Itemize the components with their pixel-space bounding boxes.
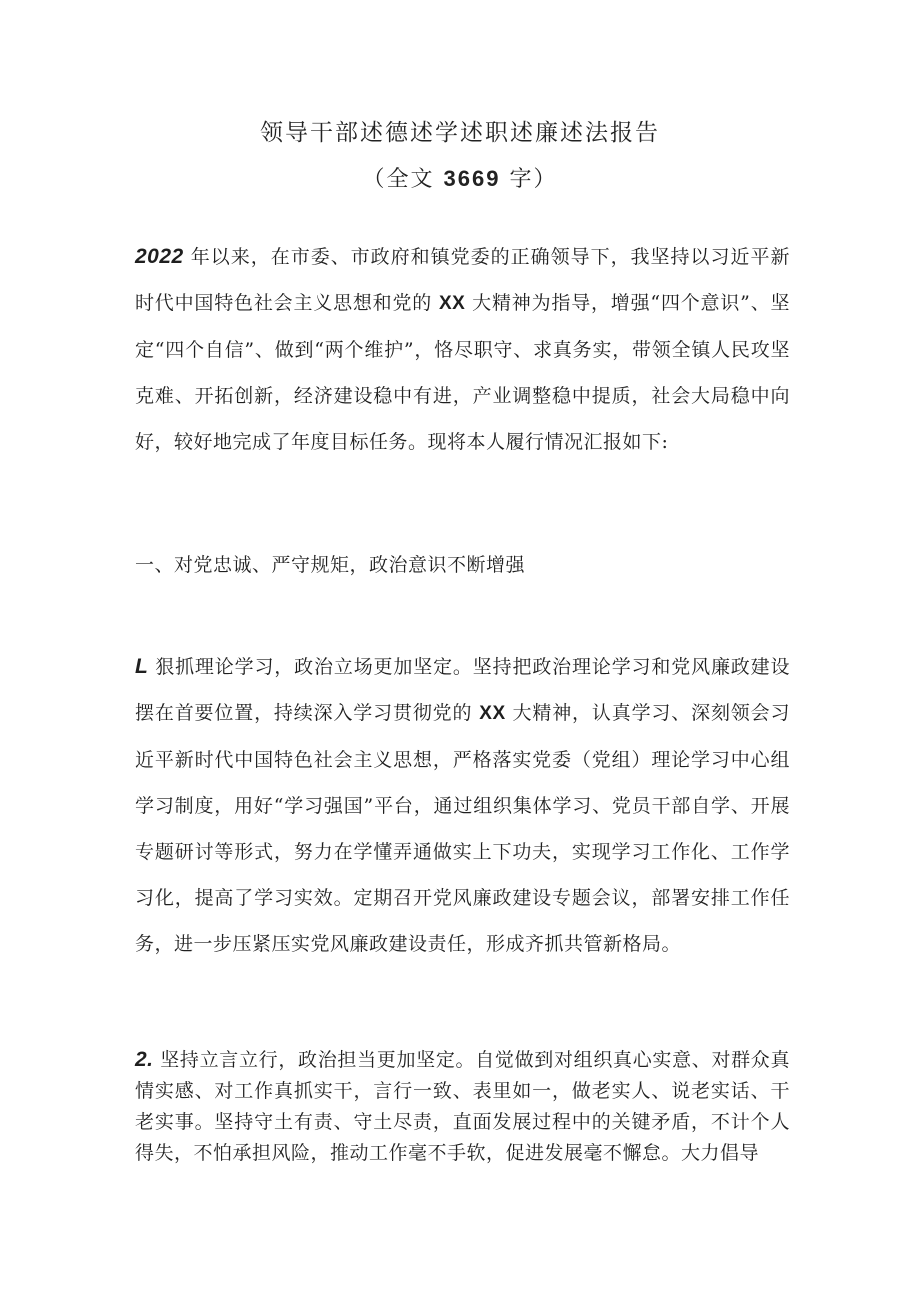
intro-paragraph — [135, 234, 790, 465]
item-2-paragraph — [135, 1044, 790, 1169]
item-1-text-1: 狠抓理论学习，政治立场更加坚定。坚持把政治理论学习和党风廉政建设摆在首要位置，持续深入学习贯彻党的 — [135, 656, 790, 724]
item-1-text-2: 大精神，认真学习、深刻领会习近平新时代中国特色社会主义思想，严格落实党委（党组）理论学习中心组学习制度，用好“学习强国”平台，通过组织集体学习、党员干部自学、开展专题研讨等形式，努力在学懂弄通做实上下功夫，实现学习工作化、工作学习化，提高了学习实效。定期召开党风廉政建设专题会议，部署安排工作任务，进一步压紧压实党风廉政建设责任，形成齐抓共管新格局。 — [135, 702, 790, 955]
intro-text-2: 大精神为指导，增强“四个意识”、坚定“四个自信”、做到“两个维护”，恪尽职守、求真务实，带领全镇人民攻坚克难、开拓创新，经济建设稳中有进，产业调整稳中提质，社会大局稳中向好，较好地完成了年度目标任务。现将本人履行情况汇报如下: — [135, 292, 790, 453]
item-1-paragraph — [135, 644, 790, 967]
intro-year: 2022 — [135, 245, 184, 268]
intro-text-1: 年以来，在市委、市政府和镇党委的正确领导下，我坚持以习近平新时代中国特色社会主义思想和党的 — [135, 246, 790, 314]
section-1-heading: 一、对党忠诚、严守规矩，政治意识不断增强 — [135, 554, 526, 576]
subtitle-prefix: （全文 — [362, 167, 444, 192]
subtitle-suffix: 字） — [500, 167, 558, 192]
item-2-number: 2. — [135, 1048, 154, 1071]
document-subtitle — [0, 162, 920, 193]
subtitle-word-count: 3669 — [443, 166, 501, 191]
item-2-text: 坚持立言立行，政治担当更加坚定。自觉做到对组织真心实意、对群众真情实感、对工作真抓实干，言行一致、表里如一，做老实人、说老实话、干老实事。坚持守土有责、守土尽责，直面发展过程中的关键矛盾，不计个人得失，不怕承担风险，推动工作毫不手软，促进发展毫不懈怠。大力倡导 — [135, 1049, 790, 1164]
item-1-xx: XX — [479, 703, 506, 724]
item-1-number: L — [135, 655, 149, 678]
document-title: 领导干部述德述学述职述廉述法报告 — [260, 120, 660, 146]
intro-xx: XX — [438, 293, 466, 314]
